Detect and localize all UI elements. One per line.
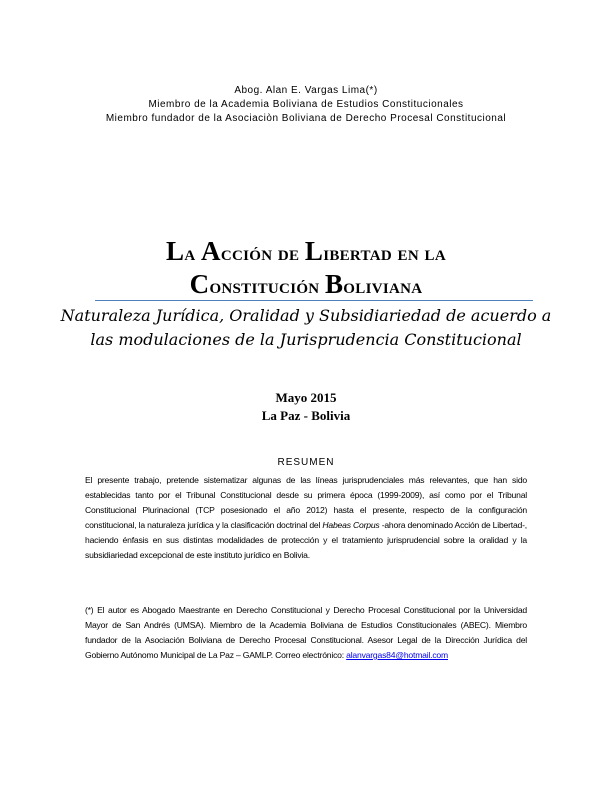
title-initial: L bbox=[166, 236, 185, 266]
title-initial: B bbox=[324, 269, 344, 299]
author-block bbox=[0, 84, 612, 126]
publication-place: La Paz - Bolivia bbox=[261, 408, 351, 423]
date-block bbox=[0, 389, 612, 425]
title-line-2 bbox=[60, 269, 552, 302]
title-word: ibertad en la bbox=[323, 241, 446, 265]
title-word: onstitución bbox=[209, 274, 325, 298]
abstract-heading: RESUMEN bbox=[277, 457, 335, 468]
document-subtitle: Naturaleza Jurídica, Oralidad y Subsidiariedad de acuerdo a las modulaciones de la Jurisprudencia Constitucional bbox=[60, 306, 552, 349]
title-initial: C bbox=[189, 269, 210, 299]
footnote-text: (*) El autor es Abogado Maestrante en Derecho Constitucional y Derecho Procesal Constitucional por la Universidad Mayor de San Andrés (UMSA). Miembro de la Academia Boliviana de Estudios Constitucionales (ABEC). Miembro fundador de la Asociación Boliviana de Derecho Procesal Constitucional. Asesor Legal de la Dirección Jurídica del Gobierno Autónomo Municipal de La Paz – GAMLP. Correo electrónico: bbox=[85, 605, 527, 660]
title-divider bbox=[95, 300, 533, 301]
email-link[interactable]: alanvargas84@hotmail.com bbox=[346, 650, 448, 660]
title-word: oliviana bbox=[343, 274, 423, 298]
abstract-text-part: -ahora denominado Acción de Libertad-, haciendo énfasis en sus distintas modalidades de protección y el tratamiento jurisprudencial sobre la oralidad y la subsidiariedad excepcional de este instituto jurídico en Bolivia. bbox=[85, 520, 527, 560]
author-name: Abog. Alan E. Vargas Lima(*) bbox=[234, 85, 378, 96]
author-affiliation-2: Miembro fundador de la Asociaciòn Boliviana de Derecho Procesal Constitucional bbox=[105, 113, 507, 124]
title-word: a bbox=[184, 241, 202, 265]
title-initial: L bbox=[304, 236, 324, 266]
document-title bbox=[60, 236, 552, 302]
abstract-text-part: El presente trabajo, pretende sistematizar algunas de las líneas jurisprudenciales más relevantes, que han sido establecidas tanto por el Tribunal Constitucional desde su primera época (1999-2009), así como por el Tribunal Constitucional Plurinacional (TCP posesionado el año 2012) hasta el presente, respecto de la configuración constitucional, la naturaleza jurídica y la clasificación doctrinal del bbox=[85, 475, 527, 530]
abstract-italic-term: Habeas Corpus bbox=[322, 520, 380, 530]
publication-date: Mayo 2015 bbox=[275, 390, 337, 405]
author-footnote bbox=[85, 603, 527, 663]
author-affiliation-1: Miembro de la Academia Boliviana de Estudios Constitucionales bbox=[148, 99, 464, 110]
abstract-text bbox=[85, 473, 527, 563]
title-initial: A bbox=[201, 236, 221, 266]
title-word: cción de bbox=[220, 241, 305, 265]
title-line-1 bbox=[60, 236, 552, 269]
